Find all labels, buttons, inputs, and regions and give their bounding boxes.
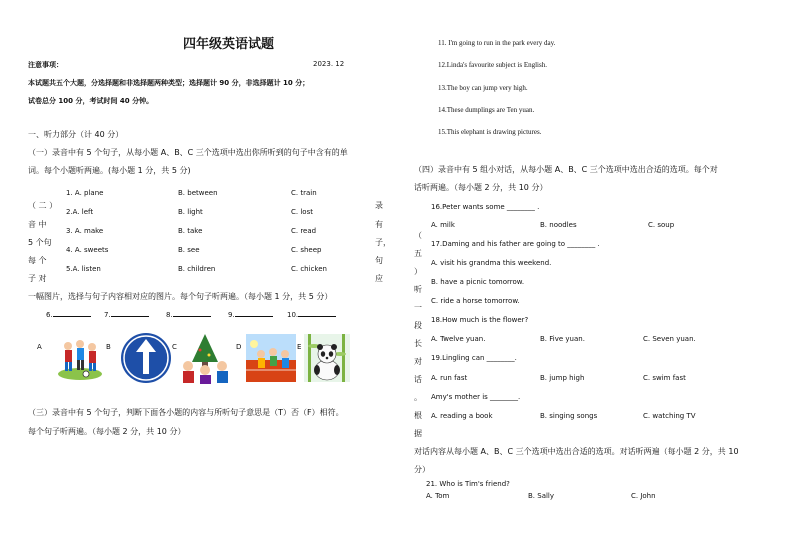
sec2-left-fragment: 音 中 (28, 220, 47, 229)
q19-option-a: A. run fast (431, 374, 468, 382)
sec5-side-char: 一 (414, 303, 422, 312)
sec3-instruction-1: （三）录音中有 5 个句子，判断下面各小题的内容与所听句子意思是（T）否（F）相符。 (28, 408, 344, 417)
sec2-right-fragment: 句 (375, 256, 383, 265)
q21-option-c: C. John (631, 492, 656, 500)
sec5-side-char: 。 (414, 393, 422, 402)
soccer-players-picture (56, 334, 104, 382)
q2-option-b: B. light (178, 208, 203, 216)
christmas-family-picture (180, 332, 230, 384)
q20-question: Amy's mother is ________. (431, 393, 521, 401)
q17-option-c: C. ride a horse tomorrow. (431, 297, 520, 305)
q16-question: 16.Peter wants some ________ . (431, 203, 540, 211)
sec4-instruction-1: （四）录音中有 5 组小对话，从每小题 A、B、C 三个选项中选出合适的选项。每个对 (414, 165, 718, 174)
q21-option-a: A. Tom (426, 492, 450, 500)
q19-question: 19.Lingling can ________. (431, 354, 517, 362)
sec4-instruction-2: 话听两遍。（每小题 2 分，共 10 分） (414, 183, 548, 192)
sec5-side-char: （ (414, 231, 422, 240)
q18-question: 18.How much is the flower? (431, 316, 529, 324)
sec5-instruction: 对话内容从每小题 A、B、C 三个选项中选出合适的选项。对话听两遍（每小题 2 分，共 10 (414, 447, 739, 456)
page-title: 四年级英语试题 (183, 37, 275, 52)
sec1-instruction-2: 词。每个小题听两遍。(每小题 1 分，共 5 分) (28, 166, 191, 175)
q1-option-b: B. between (178, 189, 218, 197)
sec5-side-char: 听 (414, 285, 422, 294)
q3-option-b: B. take (178, 227, 203, 235)
q3-option-c: C. read (291, 227, 317, 235)
q14-statement: 14.These dumplings are Ten yuan. (438, 106, 535, 114)
blank-9: 9. (228, 311, 273, 319)
q17-question: 17.Daming and his father are going to ________ . (431, 240, 600, 248)
blank-8: 8. (166, 311, 211, 319)
q17-option-b: B. have a picnic tomorrow. (431, 278, 525, 286)
q21-question: 21. Who is Tim's friend? (426, 480, 510, 488)
q19-option-b: B. jump high (540, 374, 585, 382)
sec2-left-fragment: （ 二 ） (28, 201, 58, 210)
blank-7: 7. (104, 311, 149, 319)
panda-bamboo-picture (304, 334, 350, 382)
sec2-instruction: 一幅图片，选择与句子内容相对应的图片。每个句子听两遍。（每小题 1 分，共 5 分） (28, 292, 333, 301)
q16-option-c: C. soup (648, 221, 675, 229)
sec5-side-char: 据 (414, 429, 422, 438)
q12-statement: 12.Linda's favourite subject is English. (438, 61, 547, 69)
pic-label-c: C (172, 343, 177, 351)
sec5-side-char: ） (414, 267, 422, 276)
notes-line-2: 试卷总分 100 分，考试时间 40 分钟。 (28, 97, 154, 105)
pic-label-d: D (236, 343, 242, 351)
q5-option-b: B. children (178, 265, 216, 273)
blank-10: 10. (287, 311, 336, 319)
sec5-side-char: 五 (414, 249, 422, 258)
q17-option-a: A. visit his grandma this weekend. (431, 259, 552, 267)
blank-6: 6. (46, 311, 91, 319)
sec3-instruction-2: 每个句子听两遍。（每小题 2 分，共 10 分） (28, 427, 186, 436)
q1-option-a: 1. A. plane (66, 189, 104, 197)
sec2-left-fragment: 子 对 (28, 274, 47, 283)
q2-option-a: 2.A. left (66, 208, 94, 216)
notes-line-1: 本试题共五个大题，分选择题和非选择题两种类型；选择题计 90 分，非选择题计 10 分； (28, 79, 310, 87)
sec5-side-char: 话 (414, 375, 422, 384)
q20-option-a: A. reading a book (431, 412, 493, 420)
q18-option-a: A. Twelve yuan. (431, 335, 486, 343)
q3-option-a: 3. A. make (66, 227, 104, 235)
sec2-right-fragment: 录 (375, 201, 383, 210)
q15-statement: 15.This elephant is drawing pictures. (438, 128, 542, 136)
sec1-instruction-1: （一）录音中有 5 个句子，从每小题 A、B、C 三个选项中选出你所听到的句子中含有的单 (28, 148, 348, 157)
arrow-up-sign-picture (120, 332, 172, 384)
pic-label-e: E (297, 343, 302, 351)
pic-label-a: A (37, 343, 42, 351)
exam-date: 2023. 12 (313, 60, 345, 68)
sec5-instruction-2: 分） (414, 465, 430, 474)
sec2-left-fragment: 每 个 (28, 256, 47, 265)
sec5-side-char: 对 (414, 357, 422, 366)
sec5-side-char: 根 (414, 411, 422, 420)
q20-option-b: B. singing songs (540, 412, 598, 420)
q19-option-c: C. swim fast (643, 374, 686, 382)
q13-statement: 13.The boy can jump very high. (438, 84, 528, 92)
q16-option-a: A. milk (431, 221, 455, 229)
sec5-side-char: 长 (414, 339, 422, 348)
children-running-picture (246, 334, 296, 382)
q4-option-b: B. see (178, 246, 200, 254)
sec5-side-char: 段 (414, 321, 422, 330)
q18-option-c: C. Seven yuan. (643, 335, 696, 343)
q1-option-c: C. train (291, 189, 317, 197)
q16-option-b: B. noodles (540, 221, 577, 229)
notes-label: 注意事项： (28, 61, 63, 69)
q18-option-b: B. Five yuan. (540, 335, 585, 343)
q4-option-c: C. sheep (291, 246, 322, 254)
q5-option-c: C. chicken (291, 265, 327, 273)
part1-heading: 一、听力部分（计 40 分） (28, 130, 124, 139)
q4-option-a: 4. A. sweets (66, 246, 109, 254)
pic-label-b: B (106, 343, 111, 351)
sec2-right-fragment: 应 (375, 274, 383, 283)
q11-statement: 11. I'm going to run in the park every day. (438, 39, 556, 47)
q5-option-a: 5.A. listen (66, 265, 101, 273)
sec2-right-fragment: 子， (375, 238, 391, 247)
q20-option-c: C. watching TV (643, 412, 696, 420)
q2-option-c: C. lost (291, 208, 313, 216)
sec2-left-fragment: 5 个句 (28, 238, 52, 247)
q21-option-b: B. Sally (528, 492, 555, 500)
sec2-right-fragment: 有 (375, 220, 383, 229)
